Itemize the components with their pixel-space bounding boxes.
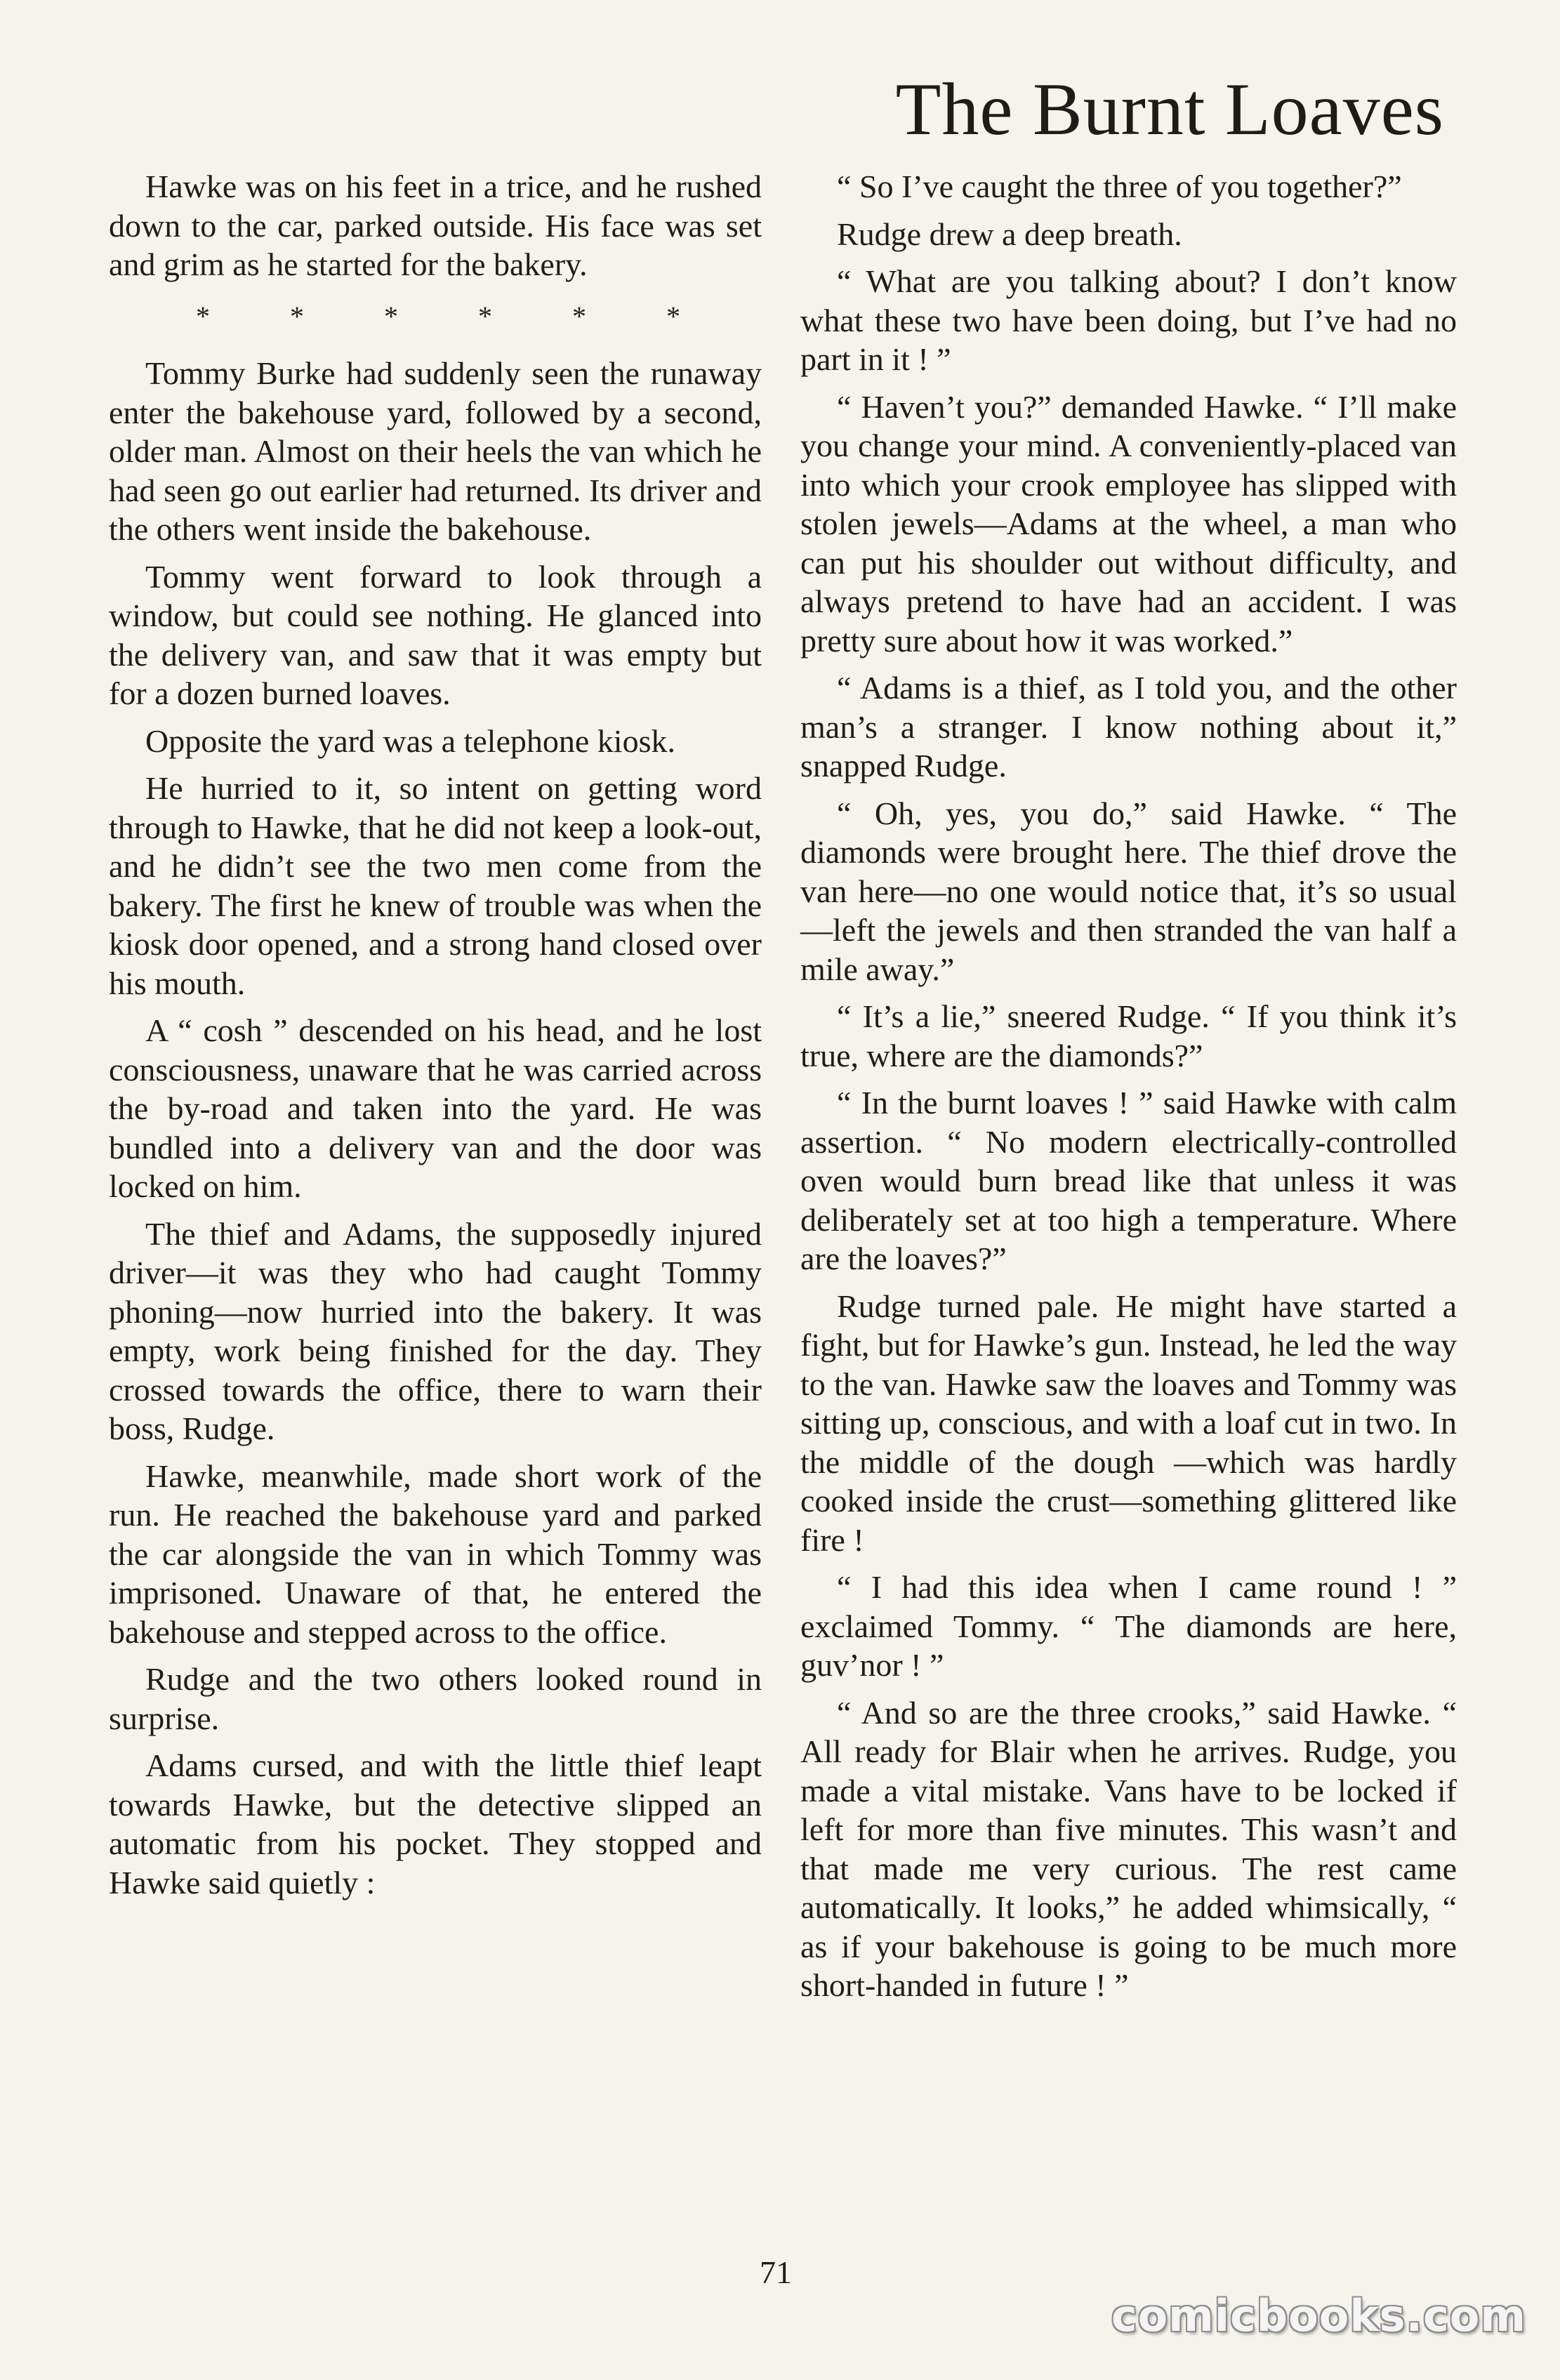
paragraph: “ In the burnt loaves ! ” said Hawke with calm assertion. “ No modern electrically-controlled oven would burn bread like that unless it was deliberately set at too high a temperature. Where are the loaves?” bbox=[800, 1085, 1457, 1276]
paragraph: Rudge drew a deep breath. bbox=[837, 216, 1182, 252]
page-number: 71 bbox=[760, 2254, 792, 2290]
paragraph: Hawke, meanwhile, made short work of the run. He reached the bakehouse yard and parked the car alongside the van in which Tommy was imprisoned. Unaware of that, he entered the bakehouse and stepped across to the office. bbox=[109, 1457, 762, 1650]
paragraph: A “ cosh ” descended on his head, and he lost consciousness, unaware that he was carried across the by-road and taken into the yard. He was bundled into a delivery van and the door was locked on him. bbox=[109, 1012, 762, 1204]
paragraph: “ It’s a lie,” sneered Rudge. “ If you think it’s true, where are the diamonds?” bbox=[800, 998, 1457, 1073]
left-column bbox=[109, 167, 762, 1910]
paragraph: Tommy Burke had suddenly seen the runaway enter the bakehouse yard, followed by a second, older man. Almost on their heels the van which he had seen go out earlier had returned. Its driver and the others went inside the bakehouse. bbox=[109, 355, 762, 547]
paragraph: “ Adams is a thief, as I told you, and the other man’s a stranger. I know nothing about it,” snapped Rudge. bbox=[800, 670, 1457, 784]
paragraph: The thief and Adams, the supposedly injured driver—it was they who had caught Tommy phoning—now hurried into the bakery. It was empty, work being finished for the day. They crossed towards the office, there to warn their boss, Rudge. bbox=[109, 1215, 762, 1446]
section-break: * * * * * * bbox=[196, 300, 717, 332]
paragraph: Hawke was on his feet in a trice, and he rushed down to the car, parked outside. His face was set and grim as he started for the bakery. bbox=[109, 168, 762, 282]
paragraph: Rudge and the two others looked round in surprise. bbox=[109, 1661, 762, 1736]
paragraph: “ I had this idea when I came round ! ” exclaimed Tommy. “ The diamonds are here, guv’nor ! ” bbox=[800, 1569, 1457, 1683]
paragraph: Opposite the yard was a telephone kiosk. bbox=[145, 722, 675, 759]
paragraph: “ Oh, yes, you do,” said Hawke. “ The diamonds were brought here. The thief drove the van here—no one would notice that, it’s so usual—left the jewels and then stranded the van half a mile away.” bbox=[800, 795, 1457, 987]
paragraph: Tommy went forward to look through a window, but could see nothing. He glanced into the delivery van, and saw that it was empty but for a dozen burned loaves. bbox=[109, 558, 762, 711]
paragraph: Adams cursed, and with the little thief leapt towards Hawke, but the detective slipped an automatic from his pocket. They stopped and Hawke said quietly : bbox=[109, 1747, 762, 1900]
site-watermark: comicbooks.com bbox=[1111, 2290, 1526, 2341]
paragraph: “ So I’ve caught the three of you together?” bbox=[837, 168, 1402, 204]
paragraph: He hurried to it, so intent on getting word through to Hawke, that he did not keep a look-out, and he didn’t see the two men come from the bakery. The first he knew of trouble was when the kiosk door opened, and a strong hand closed over his mouth. bbox=[109, 770, 762, 1001]
right-column bbox=[800, 167, 1457, 2014]
paragraph: Rudge turned pale. He might have started a fight, but for Hawke’s gun. Instead, he led the way to the van. Hawke saw the loaves and Tommy was sitting up, conscious, and with a loaf cut in two. In the middle of the dough —which was hardly cooked inside the crust—something glittered like fire ! bbox=[800, 1288, 1457, 1558]
paragraph: “ Haven’t you?” demanded Hawke. “ I’ll make you change your mind. A conveniently-placed van into which your crook employee has slipped with stolen jewels—Adams at the wheel, a man who can put his shoulder out without difficulty, and always pretend to have had an accident. I was pretty sure about how it was worked.” bbox=[800, 388, 1457, 659]
paragraph: “ And so are the three crooks,” said Hawke. “ All ready for Blair when he arrives. Rudge, you made a vital mistake. Vans have to be locked if left for more than five minutes. This wasn’t and that made me very curious. The rest came automatically. It looks,” he added whimsically, “ as if your bakehouse is going to be much more short-handed in future ! ” bbox=[800, 1694, 1457, 2003]
story-title: The Burnt Loaves bbox=[895, 68, 1444, 150]
paragraph: “ What are you talking about? I don’t know what these two have been doing, but I’ve had no part in it ! ” bbox=[800, 263, 1457, 377]
